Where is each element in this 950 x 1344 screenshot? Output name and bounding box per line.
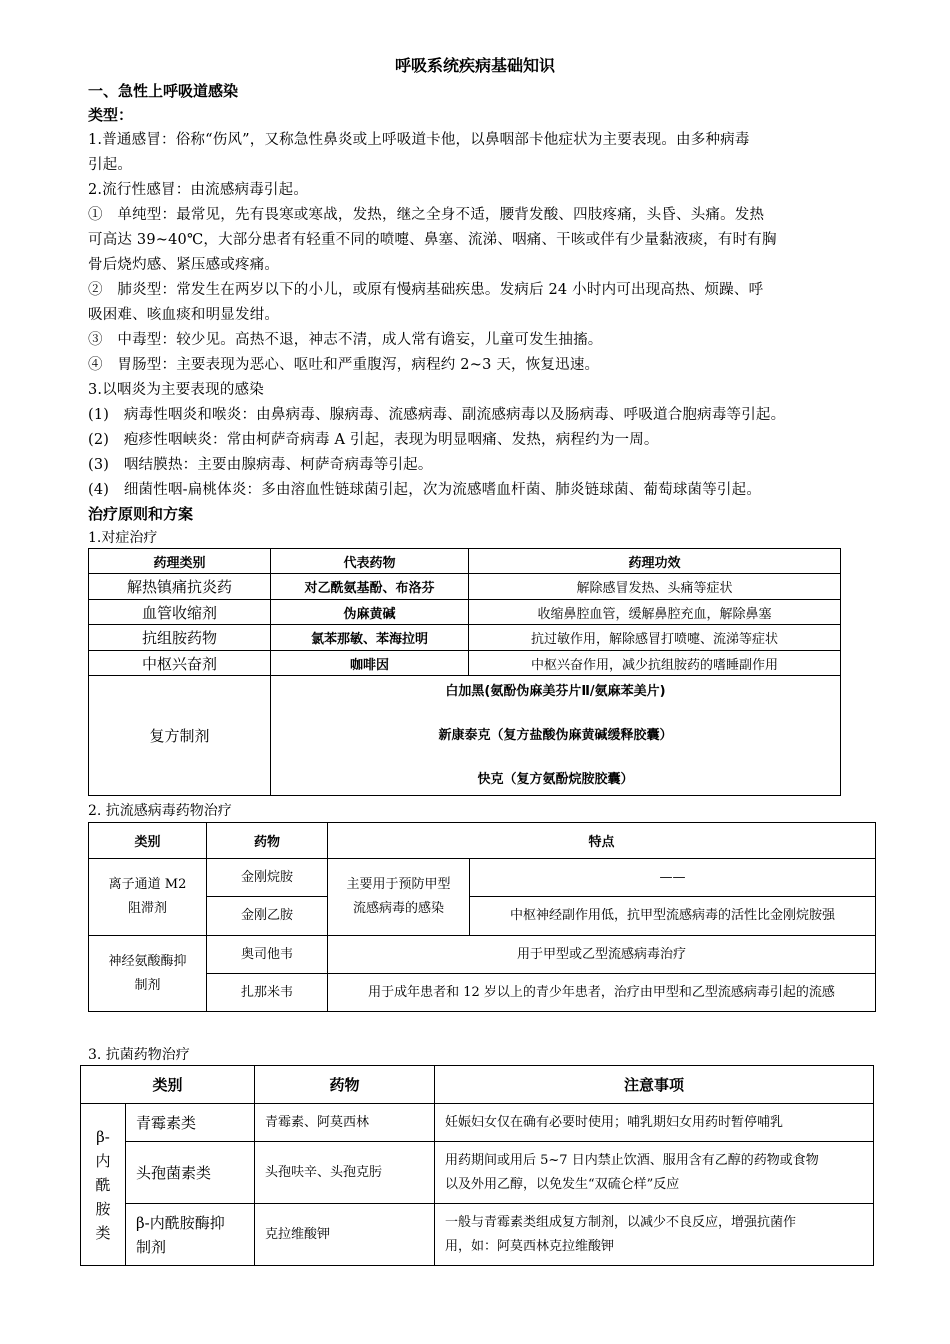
drug-cell: 咖啡因 — [271, 651, 469, 676]
table-header: 特点 — [328, 823, 876, 859]
antibacterial-table — [80, 1065, 874, 1266]
table-row — [89, 936, 876, 974]
group-char: β- — [96, 1127, 110, 1146]
table-row — [89, 859, 876, 897]
paragraph-gastro-type: ④ 胃肠型：主要表现为恶心、呕吐和严重腹泻，病程约 2~3 天，恢复迅速。 — [88, 357, 600, 373]
feature-line: 主要用于预防甲型 — [346, 877, 451, 892]
group-char: 内 — [95, 1151, 111, 1170]
table-row — [89, 651, 841, 676]
paragraph-bacterial-tonsillitis: (4) 细菌性咽-扁桃体炎：多由溶血性链球菌引起，次为流感嗜血杆菌、肺炎链球菌、葡萄球菌等引起。 — [88, 482, 762, 498]
table-row — [89, 676, 841, 796]
paragraph-viral-pharyngitis: (1) 病毒性咽炎和喉炎：由鼻病毒、腺病毒、流感病毒、副流感病毒以及肠病毒、呼吸道合胞病毒等引起。 — [88, 407, 786, 423]
feature-cell: —— — [470, 859, 876, 897]
page-title: 呼吸系统疾病基础知识 — [394, 56, 555, 75]
drug-cell: 青霉素、阿莫西林 — [255, 1104, 435, 1142]
treatment-heading: 治疗原则和方案 — [88, 505, 194, 523]
table-row — [89, 974, 876, 1012]
section-heading-1: 一、急性上呼吸道感染 — [88, 82, 239, 100]
note-cell: 妊娠妇女仅在确有必要时使用；哺乳期妇女用药时暂停哺乳 — [435, 1104, 874, 1142]
symptomatic-table — [88, 548, 841, 796]
paragraph-simple-type-2: 可高达 39~40℃，大部分患者有轻重不同的喷嚏、鼻塞、流涕、咽痛、干咳或伴有少量黏液痰，有时有胸 — [88, 232, 777, 248]
types-heading: 类型： — [88, 106, 134, 124]
subcategory-cell: 青霉素类 — [126, 1104, 255, 1142]
subheading-antiviral: 2. 抗流感病毒药物治疗 — [88, 803, 232, 819]
paragraph-pharyngitis: 3.以咽炎为主要表现的感染 — [88, 382, 264, 398]
category-cell: 血管收缩剂 — [89, 600, 271, 625]
paragraph-toxic-type: ③ 中毒型：较少见。高热不退，神志不清，成人常有谵妄，儿童可发生抽搐。 — [88, 332, 603, 348]
effect-cell: 收缩鼻腔血管，缓解鼻腔充血，解除鼻塞 — [469, 600, 841, 625]
table-header: 类别 — [81, 1066, 255, 1104]
drug-cell: 头孢呋辛、头孢克肟 — [255, 1142, 435, 1204]
category-line: 神经氨酸酶抑 — [108, 953, 187, 969]
beta-lactam-group-cell — [81, 1104, 126, 1266]
table-header: 药物 — [255, 1066, 435, 1104]
subcategory-cell: 头孢菌素类 — [126, 1142, 255, 1204]
table-row — [81, 1204, 874, 1266]
paragraph-influenza: 2.流行性感冒：由流感病毒引起。 — [88, 182, 309, 198]
category-line: 离子通道 M2 — [108, 877, 187, 892]
subcategory-cell — [126, 1204, 255, 1266]
table-header: 药物 — [207, 823, 328, 859]
paragraph-herpangina: (2) 疱疹性咽峡炎：常由柯萨奇病毒 A 引起，表现为明显咽痛、发热，病程约为一周。 — [88, 432, 659, 448]
drug-cell: 金刚烷胺 — [207, 859, 328, 897]
category-line: 制剂 — [134, 977, 161, 993]
combo-item: 白加黑(氨酚伪麻美芬片Ⅱ/氨麻苯美片) — [445, 683, 666, 699]
drug-cell: 扎那米韦 — [207, 974, 328, 1012]
paragraph-simple-type-1: ① 单纯型：最常见，先有畏寒或寒战，发热，继之全身不适，腰背发酸、四肢疼痛，头昏、头痛。发热 — [88, 207, 765, 223]
feature-cell: 中枢神经副作用低，抗甲型流感病毒的活性比金刚烷胺强 — [470, 897, 876, 936]
group-char: 胺 — [95, 1199, 111, 1218]
feature-cell: 用于成年患者和 12 岁以上的青少年患者，治疗由甲型和乙型流感病毒引起的流感 — [328, 974, 876, 1012]
paragraph-simple-type-3: 骨后烧灼感、紧压感或疼痛。 — [88, 257, 280, 273]
note-cell — [435, 1142, 874, 1204]
table-header: 类别 — [89, 823, 207, 859]
note-line: 一般与青霉素类组成复方制剂，以减少不良反应，增强抗菌作 — [445, 1214, 797, 1230]
drug-cell: 克拉维酸钾 — [255, 1204, 435, 1266]
paragraph-pneumonia-type-2: 吸困难、咳血痰和明显发绀。 — [88, 307, 280, 323]
drug-cell: 氯苯那敏、苯海拉明 — [271, 625, 469, 651]
table-row — [89, 897, 876, 936]
effect-cell: 抗过敏作用，解除感冒打喷嚏、流涕等症状 — [469, 625, 841, 651]
paragraph-common-cold-1: 1.普通感冒：俗称“伤风”，又称急性鼻炎或上呼吸道卡他，以鼻咽部卡他症状为主要表现。由多种病毒 — [88, 132, 750, 148]
subcategory-line: 制剂 — [136, 1237, 167, 1256]
category-cell — [89, 859, 207, 936]
subheading-antibacterial: 3. 抗菌药物治疗 — [88, 1047, 190, 1063]
paragraph-common-cold-2: 引起。 — [88, 157, 133, 173]
shared-feature-cell — [328, 859, 470, 936]
combo-drugs-cell — [271, 676, 841, 796]
feature-line: 流感病毒的感染 — [352, 901, 444, 916]
combo-item: 新康泰克（复方盐酸伪麻黄碱缓释胶囊） — [438, 727, 673, 743]
note-line: 以及外用乙醇，以免发生“双硫仑样”反应 — [445, 1176, 680, 1192]
antiviral-table — [88, 822, 876, 1012]
table-row — [89, 625, 841, 651]
table-row — [81, 1104, 874, 1142]
note-line: 用，如：阿莫西林克拉维酸钾 — [445, 1238, 615, 1254]
note-cell — [435, 1204, 874, 1266]
category-cell: 中枢兴奋剂 — [89, 651, 271, 676]
effect-cell: 解除感冒发热、头痛等症状 — [469, 574, 841, 600]
table-header: 药理类别 — [89, 549, 271, 574]
drug-cell: 对乙酰氨基酚、布洛芬 — [271, 574, 469, 600]
table-header: 注意事项 — [435, 1066, 874, 1104]
category-cell: 抗组胺药物 — [89, 625, 271, 651]
note-line: 用药期间或用后 5~7 日内禁止饮酒、服用含有乙醇的药物或食物 — [445, 1152, 819, 1168]
group-char: 酰 — [95, 1175, 111, 1194]
drug-cell: 奥司他韦 — [207, 936, 328, 974]
subcategory-line: β-内酰胺酶抑 — [136, 1213, 225, 1232]
feature-cell: 用于甲型或乙型流感病毒治疗 — [328, 936, 876, 974]
table-header: 药理功效 — [469, 549, 841, 574]
combo-item: 快克（复方氨酚烷胺胶囊） — [477, 771, 634, 787]
category-cell: 解热镇痛抗炎药 — [89, 574, 271, 600]
drug-cell: 伪麻黄碱 — [271, 600, 469, 625]
table-row — [89, 574, 841, 600]
effect-cell: 中枢兴奋作用，减少抗组胺药的嗜睡副作用 — [469, 651, 841, 676]
table-row — [81, 1142, 874, 1204]
paragraph-conjunctival-fever: (3) 咽结膜热：主要由腺病毒、柯萨奇病毒等引起。 — [88, 457, 433, 473]
category-cell — [89, 936, 207, 1012]
group-char: 类 — [95, 1223, 111, 1242]
paragraph-pneumonia-type-1: ② 肺炎型：常发生在两岁以下的小儿，或原有慢病基础疾患。发病后 24 小时内可出现高热、烦躁、呼 — [88, 282, 764, 298]
drug-cell: 金刚乙胺 — [207, 897, 328, 936]
subheading-symptomatic: 1.对症治疗 — [88, 530, 158, 546]
combo-category-cell: 复方制剂 — [89, 676, 271, 796]
category-line: 阻滞剂 — [127, 901, 167, 916]
table-row — [89, 600, 841, 625]
table-header: 代表药物 — [271, 549, 469, 574]
